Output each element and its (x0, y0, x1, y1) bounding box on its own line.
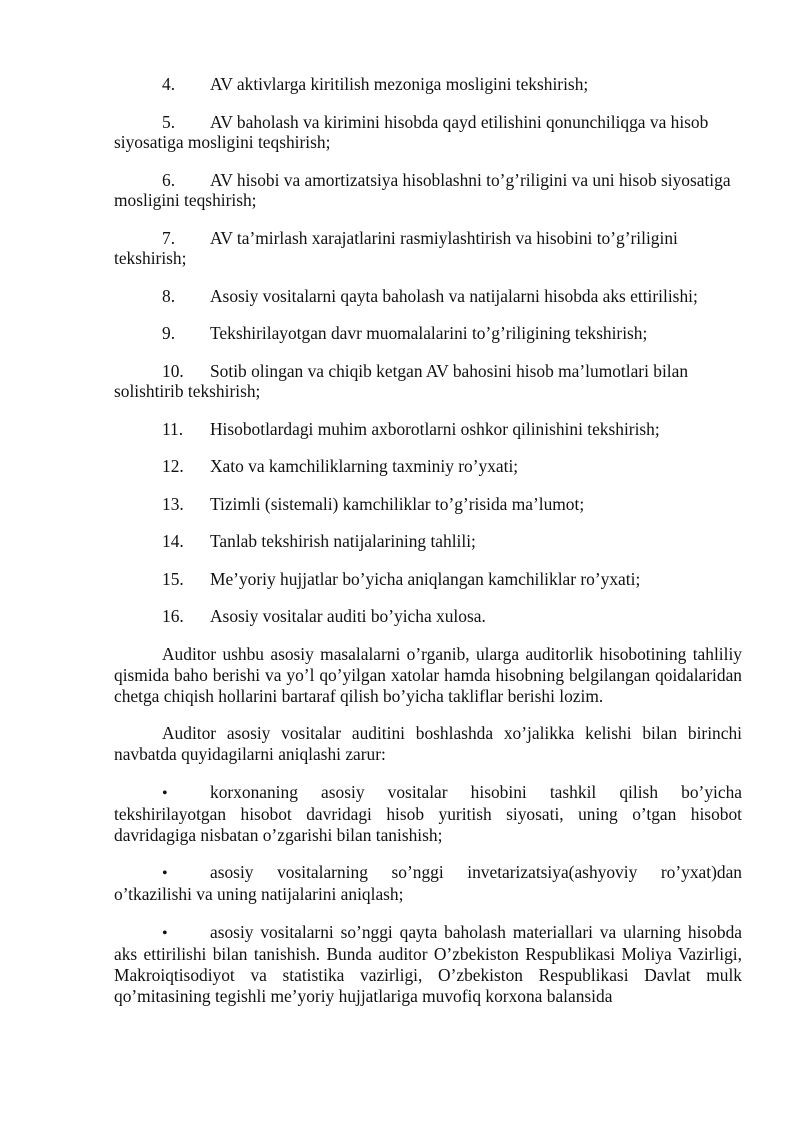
bullet-text: asosiy vositalarning so’nggi invetarizatsiya(ashyoviy ro’yxat)dan o’tkazilishi va uning natijalarini aniqlash; (114, 862, 742, 905)
list-text: Sotib olingan va chiqib ketgan AV bahosini hisob ma’lumotlari bilan solishtirib tekshirish; (114, 360, 689, 401)
list-text: Xato va kamchiliklarning taxminiy ro’yxati; (210, 456, 519, 476)
list-text: Hisobotlardagi muhim axborotlarni oshkor qilinishini tekshirish; (210, 418, 660, 439)
bullet-text: asosiy vositalarni so’nggi qayta baholash materiallari va ularning hisobda aks ettirilishi bilan tanishish. Bunda auditor O’zbekiston Respublikasi Moliya Vazirligi, Makroiqtisodiyot va statistika vazirligi, O’zbekiston Respublikasi Davlat mulk qo’mitasining tegishli me’yoriy hujjatlariga muvofiq korxona balansida (114, 921, 742, 1007)
list-text: AV baholash va kirimini hisobda qayd etilishini qonunchiliqga va hisob siyosatiga mosligini teqshirish; (114, 111, 709, 152)
bullet-icon: • (162, 865, 168, 883)
list-text: Me’yoriy hujjatlar bo’yicha aniqlangan kamchiliklar ro’yxati; (210, 568, 641, 589)
list-item-9 (114, 323, 742, 344)
bullet-item-2 (114, 862, 742, 905)
paragraph-audit-start: Auditor asosiy vositalar auditini boshlashda xo’jalikka kelishi bilan birinchi navbatda quyidagilarni aniqlashi zarur: (114, 723, 742, 765)
list-item-12 (114, 456, 742, 477)
list-number: 10. (162, 360, 184, 381)
list-item-7 (114, 228, 742, 269)
list-number: 15. (162, 568, 184, 589)
list-text: Asosiy vositalarni qayta baholash va natijalarni hisobda aks ettirilishi; (210, 285, 698, 306)
list-item-5 (114, 112, 742, 153)
list-text: AV ta’mirlash xarajatlarini rasmiylashtirish va hisobini to’g’riligini tekshirish; (114, 227, 678, 268)
list-item-14 (114, 531, 742, 552)
list-text: AV hisobi va amortizatsiya hisoblashni to’g’riligini va uni hisob siyosatiga mosligini teqshirish; (114, 169, 731, 210)
list-item-6 (114, 170, 742, 211)
list-text: Asosiy vositalar auditi bo’yicha xulosa. (210, 606, 486, 626)
bullet-icon: • (162, 784, 168, 802)
list-text: Tizimli (sistemali) kamchiliklar to’g’risida ma’lumot; (210, 493, 585, 514)
list-number: 6. (162, 169, 176, 190)
bullet-text: korxonaning asosiy vositalar hisobini tashkil qilish bo’yicha tekshirilayotgan hisobot davridagi hisob yuritish siyosati, uning o’tgan hisobot davridagiga nisbatan o’zgarishi bilan tanishish; (114, 781, 742, 845)
list-item-11 (114, 419, 742, 440)
list-item-10 (114, 361, 742, 402)
list-text: AV aktivlarga kiritilish mezoniga mosligini tekshirish; (210, 74, 589, 94)
list-item-8 (114, 286, 742, 307)
list-number: 16. (162, 606, 184, 626)
list-number: 11. (162, 418, 184, 439)
list-number: 13. (162, 493, 184, 514)
list-number: 14. (162, 531, 184, 551)
list-number: 7. (162, 227, 176, 248)
list-text: Tekshirilayotgan davr muomalalarini to’g’riligining tekshirish; (210, 323, 648, 343)
list-number: 4. (162, 74, 176, 94)
bullet-item-1 (114, 782, 742, 847)
list-item-13 (114, 494, 742, 515)
list-item-15 (114, 569, 742, 590)
list-item-4 (114, 74, 742, 95)
bullet-icon: • (162, 924, 168, 942)
list-number: 9. (162, 323, 176, 343)
list-number: 5. (162, 111, 176, 132)
list-number: 8. (162, 285, 176, 306)
bullet-item-3 (114, 922, 742, 1008)
list-item-16 (114, 606, 742, 627)
list-text: Tanlab tekshirish natijalarining tahlili; (210, 531, 476, 551)
paragraph-auditor-tasks: Auditor ushbu asosiy masalalarni o’rganib, ularga auditorlik hisobotining tahliliy qismida baho berishi va yo’l qo’yilgan xatolar hamda hisobning belgilangan qoidalaridan chetga chiqish hollarini bartaraf qilish bo’yicha takliflar berishi lozim. (114, 643, 742, 706)
list-number: 12. (162, 456, 184, 476)
